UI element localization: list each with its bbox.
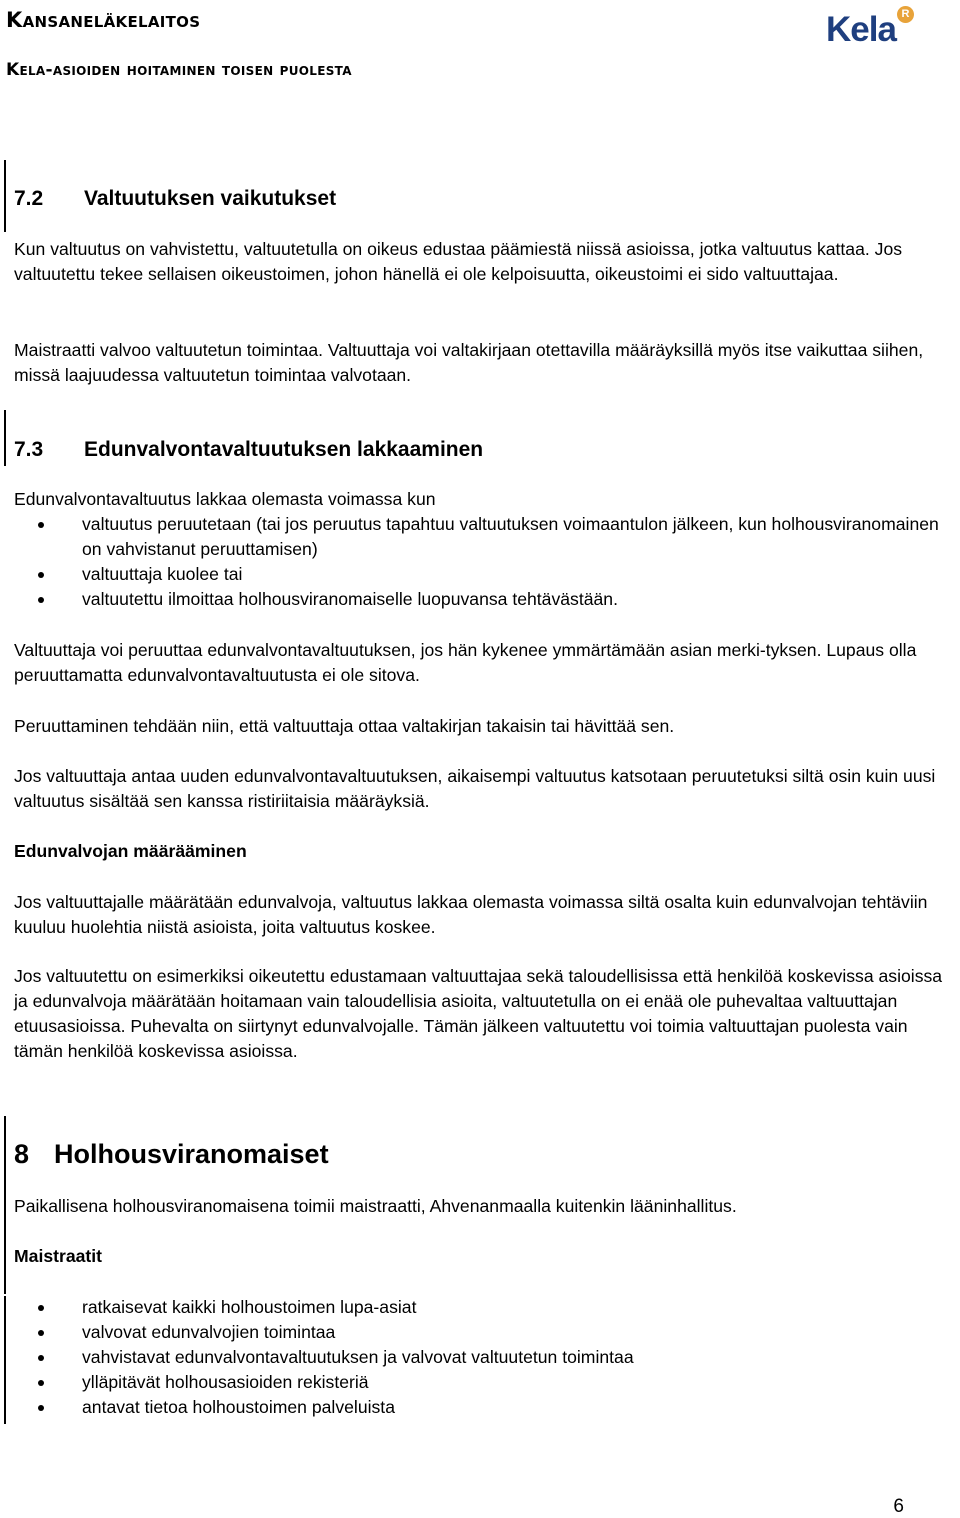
subheading	[14, 839, 954, 864]
kela-logo	[826, 4, 916, 50]
paragraph	[14, 764, 954, 814]
change-bar	[4, 1116, 6, 1294]
paragraph-text: Peruuttaminen tehdään niin, että valtuuttaja ottaa valtakirjan takaisin tai hävittää sen.	[14, 716, 675, 736]
section-number: 7.3	[14, 438, 44, 461]
registered-mark-icon: R	[897, 6, 914, 23]
list-item: valtuutus peruutetaan (tai jos peruutus tapahtuu valtuutuksen voimaantulon jälkeen, kun holhousviranomainen on vahvistanut peruuttamisen)	[14, 512, 954, 562]
paragraph-text: Paikallisena holhousviranomaisena toimii maistraatti, Ahvenanmaalla kuitenkin lääninhallitus.	[14, 1196, 737, 1216]
paragraph-text: Jos valtuuttaja antaa uuden edunvalvontavaltuutuksen, aikaisempi valtuutus katsotaan peruutetuksi siltä osin kuin uusi valtuutus sisältää sen kanssa ristiriitaisia määräyksiä.	[14, 766, 936, 811]
paragraph-text: Kun valtuutus on vahvistettu, valtuutetulla on oikeus edustaa päämiestä niissä asioissa, jotka valtuutus kattaa. Jos valtuutettu tekee sellaisen oikeustoimen, johon hänellä ei ole kelpoisuutta, oikeustoimi ei sido valtuuttajaa.	[14, 239, 903, 284]
document-subtitle: Kela-asioiden hoitaminen toisen puolesta	[6, 60, 352, 80]
section-heading	[14, 186, 954, 212]
section-7-2	[14, 186, 954, 212]
subheading-text: Maistraatit	[14, 1246, 102, 1266]
subheading	[14, 1244, 954, 1269]
page-number: 6	[893, 1496, 904, 1517]
paragraph	[14, 338, 954, 388]
section-title: Edunvalvontavaltuutuksen lakkaaminen	[84, 438, 484, 461]
section-8	[14, 1138, 954, 1170]
change-bar	[4, 410, 6, 466]
chapter-heading	[14, 1138, 954, 1170]
list-item: ylläpitävät holhousasioiden rekisteriä	[14, 1370, 954, 1395]
paragraph	[14, 714, 954, 739]
list-item: valvovat edunvalvojien toimintaa	[14, 1320, 954, 1345]
section-7-3	[14, 437, 954, 463]
paragraph-text: Maistraatti valvoo valtuutetun toimintaa. Valtuuttaja voi valtakirjaan otettavilla määräyksillä myös itse vaikuttaa siihen, missä laajuudessa valtuutetun toimintaa valvotaan.	[14, 340, 924, 385]
bullet-list	[14, 1295, 954, 1420]
paragraph-text: Edunvalvontavaltuutus lakkaa olemasta voimassa kun	[14, 489, 436, 509]
list-item: valtuuttaja kuolee tai	[14, 562, 954, 587]
intro	[14, 487, 954, 612]
section-title: Valtuutuksen vaikutukset	[84, 187, 337, 210]
paragraph-text: Jos valtuuttajalle määrätään edunvalvoja, valtuutus lakkaa olemasta voimassa siltä osalta kuin edunvalvojan tehtäviin kuuluu huolehtia niistä asioista, joita valtuutus koskee.	[14, 892, 928, 937]
bullet-block	[14, 1295, 954, 1420]
logo-text: Kela	[826, 10, 896, 49]
list-item: antavat tietoa holhoustoimen palveluista	[14, 1395, 954, 1420]
paragraph	[14, 638, 954, 688]
paragraph	[14, 890, 954, 940]
organization-name: Kansaneläkelaitos	[6, 8, 201, 32]
change-bar	[4, 1296, 6, 1424]
subheading-text: Edunvalvojan määrääminen	[14, 841, 247, 861]
paragraph	[14, 964, 954, 1064]
bullet-list	[14, 512, 954, 612]
paragraph	[14, 1194, 954, 1219]
chapter-title: Holhousviranomaiset	[54, 1139, 329, 1169]
chapter-number: 8	[14, 1139, 30, 1169]
list-item: vahvistavat edunvalvontavaltuutuksen ja valvovat valtuutetun toimintaa	[14, 1345, 954, 1370]
paragraph-text: Valtuuttaja voi peruuttaa edunvalvontavaltuutuksen, jos hän kykenee ymmärtämään asian merki-tyksen. Lupaus olla peruuttamatta edunvalvontavaltuutusta ei ole sitova.	[14, 640, 917, 685]
paragraph-text: Jos valtuutettu on esimerkiksi oikeutettu edustamaan valtuuttajaa sekä taloudellisissa että henkilöä koskevissa asioissa ja edunvalvoja määrätään hoitamaan vain taloudellisia asioita, valtuutetulla on ei enää ole puhevaltaa valtuuttajan etuusasioissa. Puhevalta on siirtynyt edunvalvojalle. Tämän jälkeen valtuutettu voi toimia valtuuttajan puolesta vain tämän henkilöä koskevissa asioissa.	[14, 966, 943, 1061]
paragraph	[14, 237, 954, 287]
list-item: valtuutettu ilmoittaa holhousviranomaiselle luopuvansa tehtävästään.	[14, 587, 954, 612]
section-number: 7.2	[14, 187, 44, 210]
list-item: ratkaisevat kaikki holhoustoimen lupa-asiat	[14, 1295, 954, 1320]
change-bar	[4, 160, 6, 232]
section-heading	[14, 437, 954, 463]
